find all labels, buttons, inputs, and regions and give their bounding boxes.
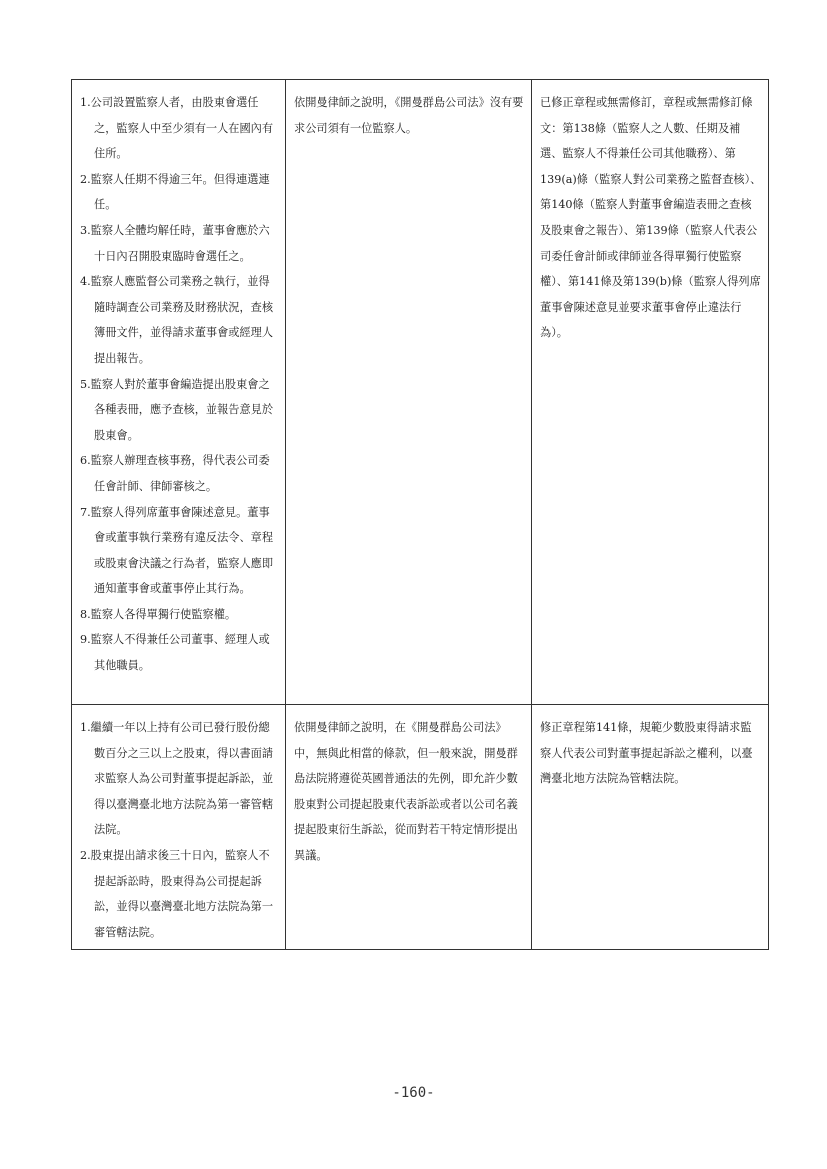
- list-item: 1.公司設置監察人者，由股東會選任之，監察人中至少須有一人在國內有住所。: [80, 96, 274, 161]
- list-item: 1.繼續一年以上持有公司已發行股份總數百分之三以上之股東，得以書面請求監察人為公司對董事提起訴訟，並得以臺灣臺北地方法院為第一審管轄法院。: [80, 721, 274, 837]
- list-item: 2.監察人任期不得逾三年。但得連選連任。: [80, 172, 270, 212]
- articles-amendment-cell: [532, 705, 769, 950]
- table-row: [72, 705, 769, 950]
- list-item: 7.監察人得列席董事會陳述意見。董事會或董事執行業務有違反法令、章程或股東會決議之行為者，監察人應即通知董事會或董事停止其行為。: [80, 505, 274, 596]
- company-law-requirements-cell: [72, 80, 286, 705]
- table-row: [72, 80, 769, 705]
- regulation-comparison-table: [71, 79, 769, 950]
- cayman-law-text: 依開曼律師之說明，在《開曼群島公司法》中，無與此相當的條款，但一般來說，開曼群島法院將遵從英國普通法的先例，即允許少數股東對公司提起股東代表訴訟或者以公司名義提起股東衍生訴訟，從而對若干特定情形提出異議。: [294, 721, 518, 862]
- list-item: 4.監察人應監督公司業務之執行，並得隨時調查公司業務及財務狀況，查核簿冊文件，並得請求董事會或經理人提出報告。: [80, 275, 274, 365]
- cayman-law-cell: [286, 80, 532, 705]
- company-law-requirements-cell: [72, 705, 286, 950]
- list-item: 9.監察人不得兼任公司董事、經理人或其他職員。: [80, 633, 270, 673]
- articles-amendment-cell: [532, 80, 769, 705]
- cayman-law-cell: [286, 705, 532, 950]
- list-item: 6.監察人辦理查核事務，得代表公司委任會計師、律師審核之。: [80, 454, 270, 493]
- articles-amendment-text: 修正章程第141條，規範少數股東得請求監察人代表公司對董事提起訴訟之權利，以臺灣臺北地方法院為管轄法院。: [540, 721, 753, 786]
- page-number: -160-: [392, 1085, 435, 1101]
- list-item: 5.監察人對於董事會編造提出股東會之各種表冊，應予查核，並報告意見於股東會。: [80, 377, 274, 442]
- cayman-law-text: 依開曼律師之說明，《開曼群島公司法》沒有要求公司須有一位監察人。: [294, 96, 524, 135]
- articles-amendment-text: 已修正章程或無需修訂，章程或無需修訂條文：第138條（監察人之人數、任期及補選、監察人不得兼任公司其他職務）、第139(a)條（監察人對公司業務之監督查核）、第140條（監察人對董事會編造表冊之查核及股東會之報告）、第139條（監察人代表公司委任會計師或律師並各得單獨行使監察權）、第141條及第139(b)條（監察人得列席董事會陳述意見並要求董事會停止違法行為）。: [540, 96, 762, 340]
- list-item: 2.股東提出請求後三十日內，監察人不提起訴訟時，股東得為公司提起訴訟，並得以臺灣臺北地方法院為第一審管轄法院。: [80, 848, 274, 939]
- list-item: 3.監察人全體均解任時，董事會應於六十日內召開股東臨時會選任之。: [80, 223, 270, 263]
- list-item: 8.監察人各得單獨行使監察權。: [80, 607, 237, 621]
